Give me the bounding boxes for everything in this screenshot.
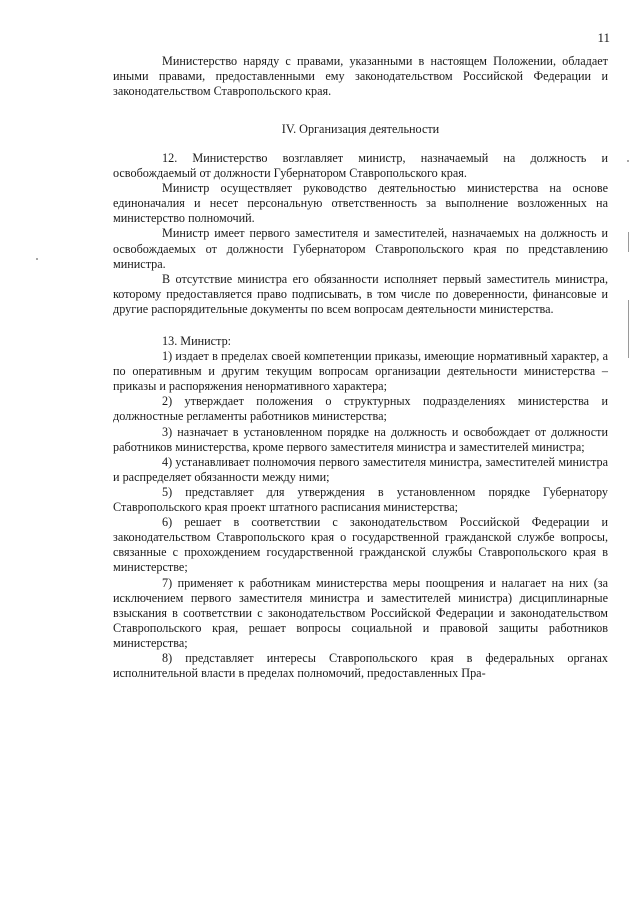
clause-13-item: 3) назначает в установленном порядке на должность и освобождает от должности работников министерства, кроме первого заместителя министра и заместителей министра; [113, 424, 608, 454]
scan-dot [627, 160, 629, 162]
clause-13-item: 4) устанавливает полномочия первого заместителя министра, заместителей министра и распределяет обязанности между ними; [113, 454, 608, 484]
clause-12-paragraph: Министр осуществляет руководство деятельностью министерства на основе единоначалия и несет персональную ответственность за выполнение возложенных на министерство полномочий. [113, 181, 608, 226]
scan-margin-line [628, 300, 629, 358]
page-number: 11 [597, 30, 610, 45]
section-heading: IV. Организация деятельности [281, 122, 440, 136]
clause-13-heading: 13. Министр: [162, 334, 232, 348]
intro-paragraph: Министерство наряду с правами, указанными в настоящем Положении, обладает иными правами, предоставленными ему законодательством Российской Федерации и законодательством Ставропольского края. [113, 54, 608, 99]
clause-13-item: 8) представляет интересы Ставропольского края в федеральных органах исполнительной власти в пределах полномочий, предоставленных Пра- [113, 650, 608, 681]
scan-margin-line [628, 232, 629, 252]
clause-13-item: 6) решает в соответствии с законодательством Российской Федерации и законодательством Ставропольского края о государственной гражданской службе вопросы, связанные с прохождением государственной гражданской службы Ставропольского края в министерстве; [113, 515, 608, 575]
clause-13-item: 5) представляет для утверждения в установленном порядке Губернатору Ставропольского края проект штатного расписания министерства; [113, 484, 608, 515]
scan-dot [36, 258, 38, 260]
intro-section [113, 54, 608, 99]
clause-12 [113, 151, 608, 317]
clause-13-item: 1) издает в пределах своей компетенции приказы, имеющие нормативный характер, а по оперативным и другим текущим вопросам организации деятельности министерства – приказы и распоряжения ненормативного характера; [113, 349, 608, 394]
clause-13-item: 2) утверждает положения о структурных подразделениях министерства и должностные регламенты работников министерства; [113, 394, 608, 424]
clause-12-paragraph: 12. Министерство возглавляет министр, назначаемый на должность и освобождаемый от должности Губернатором Ставропольского края. [113, 151, 608, 181]
clause-13-item: 7) применяет к работникам министерства меры поощрения и налагает на них (за исключением первого заместителя министра и заместителей министра) дисциплинарные взыскания в соответствии с законодательством Российской Федерации и законодательством Ставропольского края, решает вопросы социальной и правовой защиты работников министерства; [113, 575, 608, 650]
clause-12-paragraph: Министр имеет первого заместителя и заместителей, назначаемых на должность и освобождаемых от должности Губернатором Ставропольского края по представлению министра. [113, 226, 608, 271]
clause-13 [113, 334, 608, 681]
clause-12-paragraph: В отсутствие министра его обязанности исполняет первый заместитель министра, которому предоставляется право подписывать, в том числе по доверенности, финансовые и другие распорядительные документы по всем вопросам деятельности министерства. [113, 271, 608, 316]
